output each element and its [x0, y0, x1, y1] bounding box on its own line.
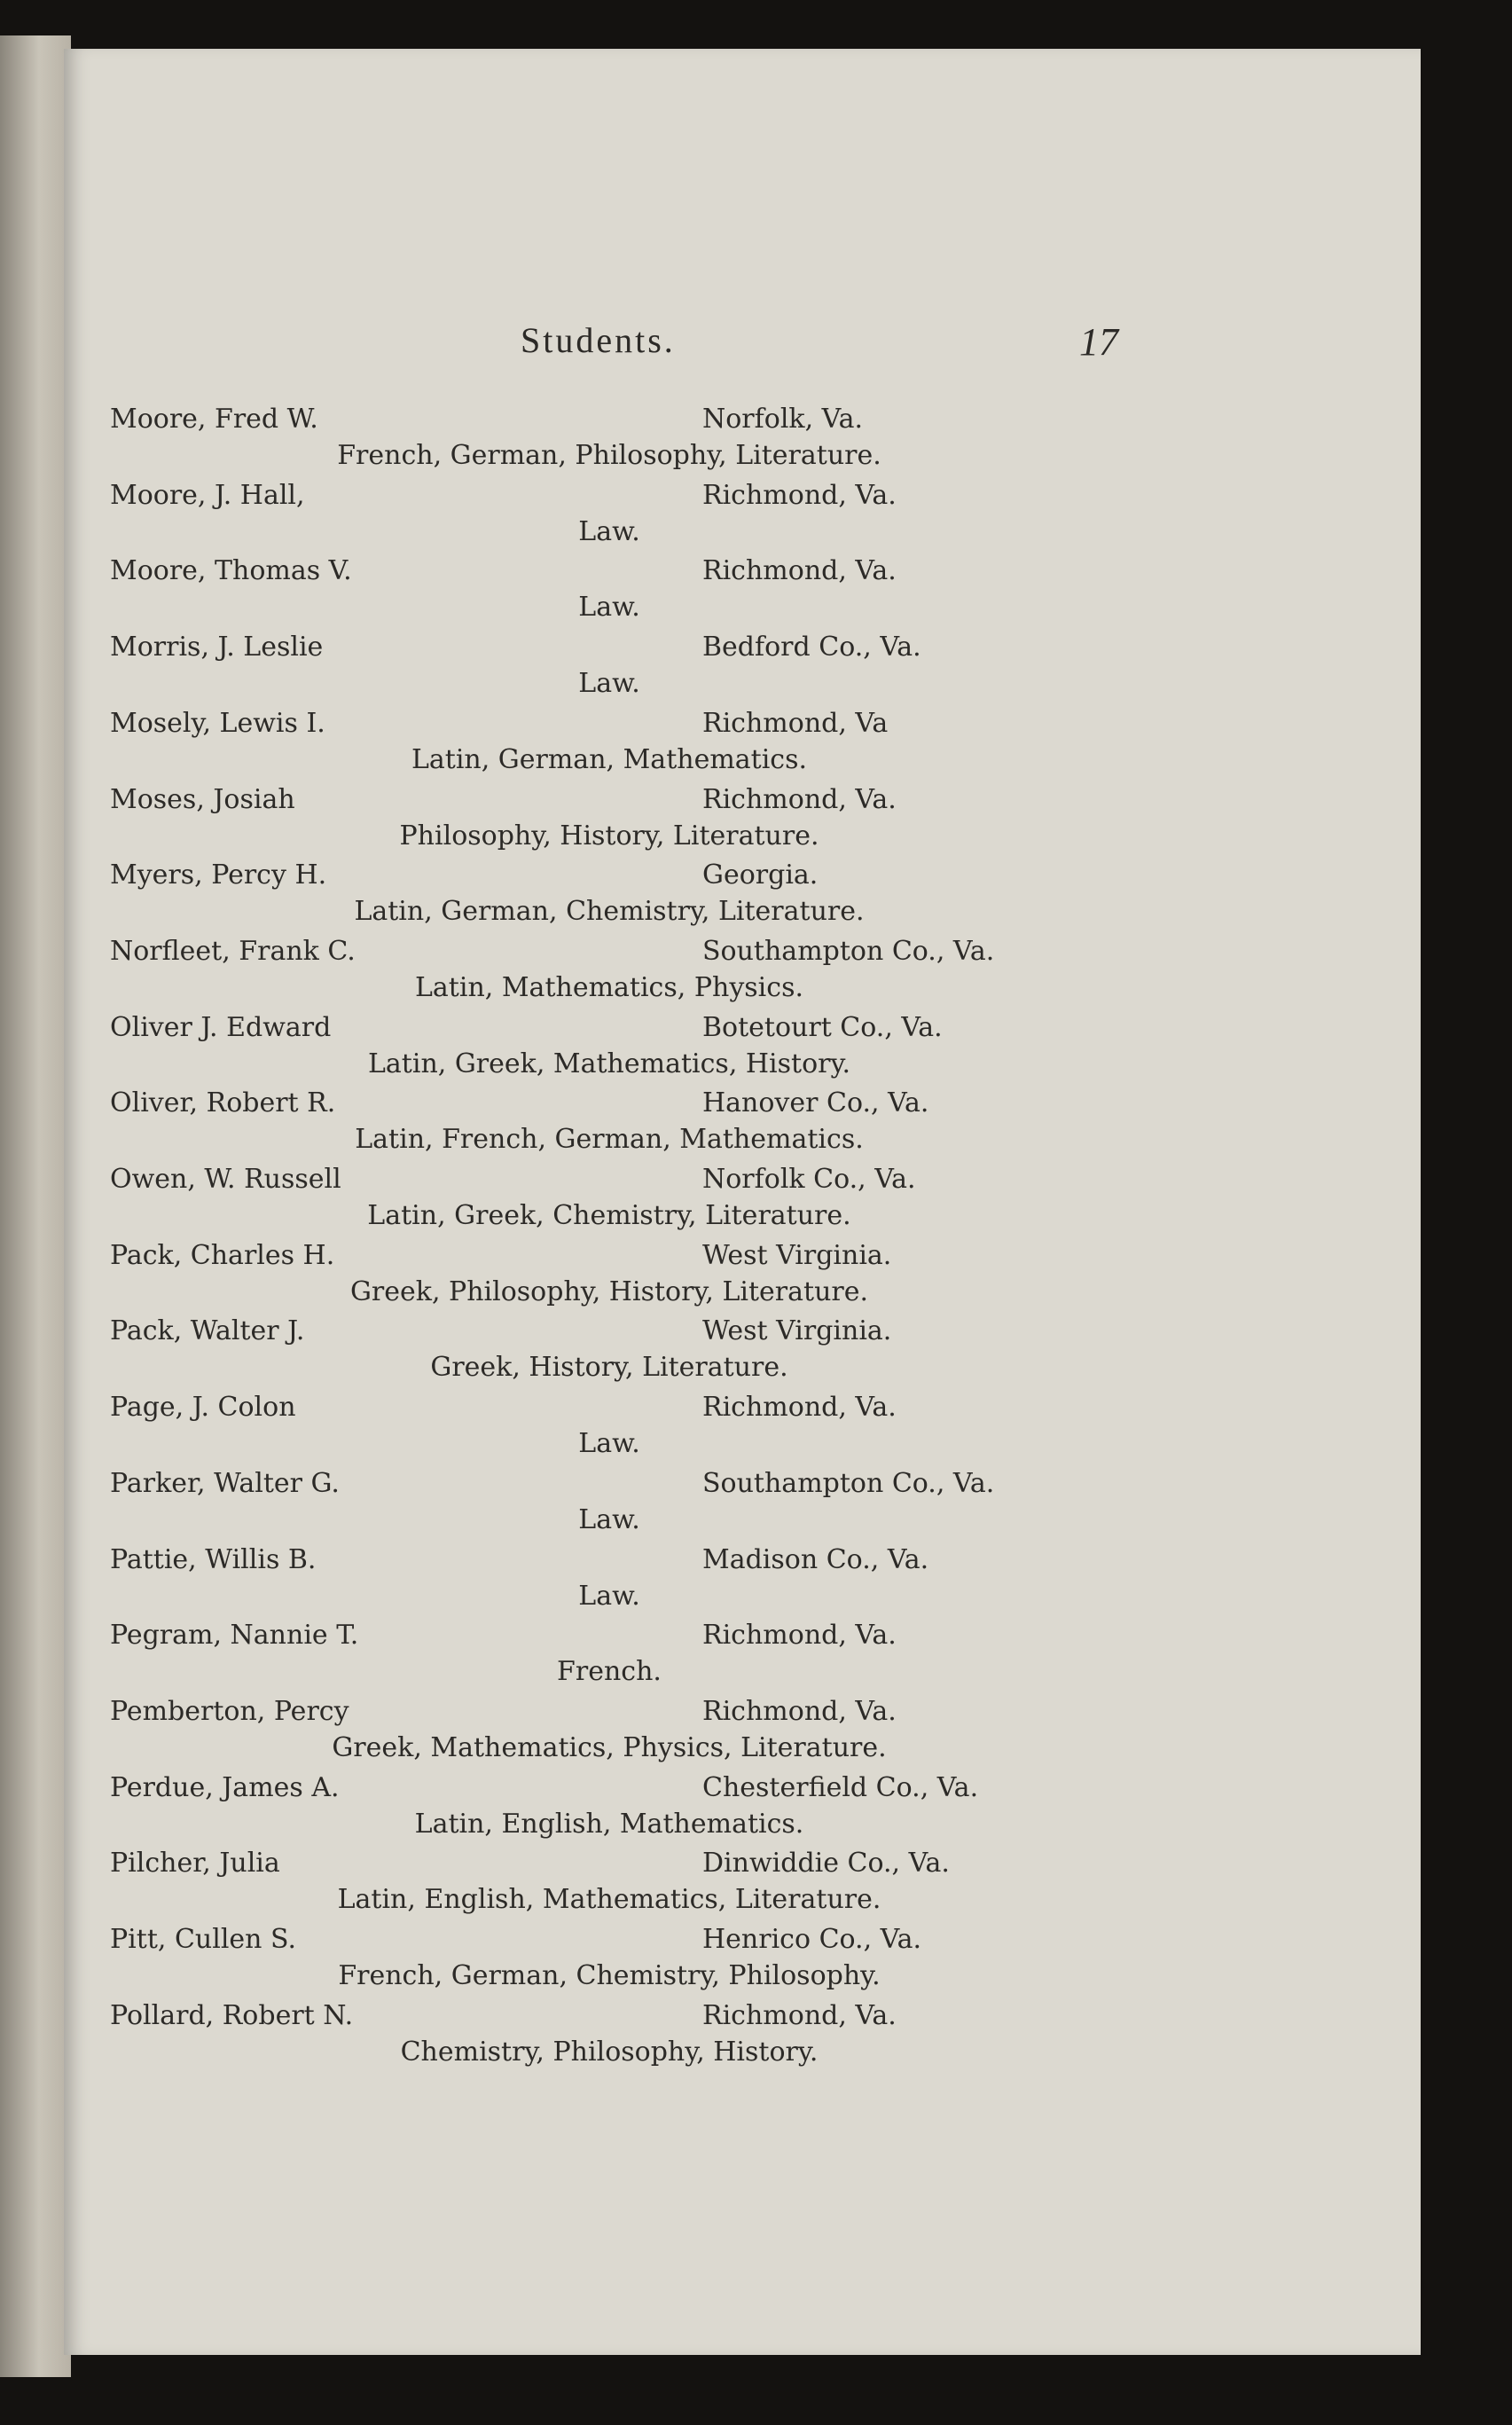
student-entry [64, 1772, 1421, 1848]
student-entry [64, 936, 1421, 1012]
student-entry [64, 1087, 1421, 1164]
student-name: Parker, Walter G. [110, 1467, 340, 1499]
student-name: Page, J. Colon [110, 1392, 296, 1424]
student-entry [64, 480, 1421, 556]
student-residence: Richmond, Va. [702, 479, 897, 511]
student-name: Moore, J. Hall, [110, 479, 305, 511]
student-subjects: Greek, History, Literature. [430, 1352, 788, 1384]
student-residence: Richmond, Va. [702, 1620, 897, 1652]
student-name: Pack, Charles H. [110, 1239, 335, 1271]
student-subjects: Latin, Greek, Mathematics, History. [367, 1048, 850, 1079]
student-residence: Hanover Co., Va. [702, 1087, 929, 1119]
student-subjects: Greek, Mathematics, Physics, Literature. [332, 1731, 887, 1763]
student-subjects: Latin, German, Mathematics. [411, 743, 808, 775]
student-name: Oliver, Robert R. [110, 1087, 336, 1119]
student-residence: Richmond, Va. [702, 1999, 897, 2031]
student-entry [64, 859, 1421, 936]
student-name: Moore, Thomas V. [110, 555, 352, 587]
page-header-title: Students. [521, 320, 676, 360]
student-entry [64, 1620, 1421, 1696]
student-residence: West Virginia. [702, 1239, 892, 1271]
student-subjects: Latin, English, Mathematics. [414, 1808, 804, 1840]
student-residence: Richmond, Va. [702, 1695, 897, 1727]
student-residence: West Virginia. [702, 1315, 892, 1347]
student-entry [64, 2000, 1421, 2076]
student-residence: Madison Co., Va. [702, 1543, 929, 1575]
student-entry [64, 1924, 1421, 2000]
student-residence: Richmond, Va. [702, 783, 897, 815]
student-name: Mosely, Lewis I. [110, 707, 325, 739]
student-entry [64, 555, 1421, 632]
student-residence: Dinwiddie Co., Va. [702, 1848, 950, 1880]
student-entry [64, 404, 1421, 480]
student-name: Pattie, Willis B. [110, 1543, 317, 1575]
student-name: Oliver J. Edward [110, 1011, 332, 1043]
book-page [64, 49, 1421, 2355]
student-subjects: Law. [578, 1428, 640, 1460]
student-name: Pitt, Cullen S. [110, 1924, 297, 1955]
student-entry [64, 708, 1421, 784]
student-subjects: Latin, Mathematics, Physics. [414, 971, 804, 1003]
student-subjects: French. [557, 1656, 662, 1688]
student-name: Morris, J. Leslie [110, 632, 324, 663]
student-subjects: Philosophy, History, Literature. [399, 820, 819, 851]
student-name: Pilcher, Julia [110, 1848, 280, 1880]
student-residence: Norfolk Co., Va. [702, 1164, 916, 1195]
student-residence: Norfolk, Va. [702, 404, 863, 435]
student-entry [64, 1240, 1421, 1316]
student-residence: Georgia. [702, 859, 819, 891]
student-entry [64, 1468, 1421, 1544]
student-list [64, 49, 1421, 2355]
student-name: Myers, Percy H. [110, 859, 327, 891]
student-residence: Richmond, Va. [702, 555, 897, 587]
student-name: Norfleet, Frank C. [110, 935, 356, 967]
student-residence: Botetourt Co., Va. [702, 1011, 943, 1043]
student-residence: Southampton Co., Va. [702, 935, 995, 967]
student-name: Moore, Fred W. [110, 404, 318, 435]
student-residence: Bedford Co., Va. [702, 632, 921, 663]
student-name: Perdue, James A. [110, 1771, 340, 1803]
student-entry [64, 1544, 1421, 1621]
student-entry [64, 784, 1421, 860]
student-entry [64, 1164, 1421, 1240]
student-residence: Richmond, Va [702, 707, 889, 739]
student-entry [64, 1696, 1421, 1772]
student-name: Owen, W. Russell [110, 1164, 341, 1195]
student-subjects: Law. [578, 1503, 640, 1535]
student-subjects: Latin, French, German, Mathematics. [355, 1124, 864, 1156]
student-subjects: Latin, Greek, Chemistry, Literature. [367, 1200, 851, 1231]
student-name: Pemberton, Percy [110, 1695, 349, 1727]
student-residence: Henrico Co., Va. [702, 1924, 922, 1955]
student-subjects: Greek, Philosophy, History, Literature. [349, 1275, 869, 1307]
student-entry [64, 1848, 1421, 1924]
student-name: Pack, Walter J. [110, 1315, 305, 1347]
student-entry [64, 1315, 1421, 1392]
student-entry [64, 1012, 1421, 1088]
student-residence: Southampton Co., Va. [702, 1467, 995, 1499]
student-name: Moses, Josiah [110, 783, 295, 815]
student-subjects: French, German, Chemistry, Philosophy. [338, 1960, 881, 1991]
student-subjects: French, German, Philosophy, Literature. [337, 440, 881, 471]
student-name: Pollard, Robert N. [110, 1999, 354, 2031]
student-residence: Chesterfield Co., Va. [702, 1771, 979, 1803]
student-subjects: Latin, German, Chemistry, Literature. [354, 896, 865, 928]
book-spine [0, 35, 71, 2377]
student-subjects: Law. [578, 515, 640, 547]
student-subjects: Law. [578, 1580, 640, 1612]
student-entry [64, 632, 1421, 708]
student-name: Pegram, Nannie T. [110, 1620, 359, 1652]
student-subjects: Chemistry, Philosophy, History. [400, 2036, 819, 2068]
page-number: 17 [1079, 320, 1118, 364]
student-entry [64, 1392, 1421, 1468]
student-residence: Richmond, Va. [702, 1392, 897, 1424]
student-subjects: Law. [578, 592, 640, 624]
student-subjects: Latin, English, Mathematics, Literature. [337, 1884, 881, 1916]
student-subjects: Law. [578, 668, 640, 700]
